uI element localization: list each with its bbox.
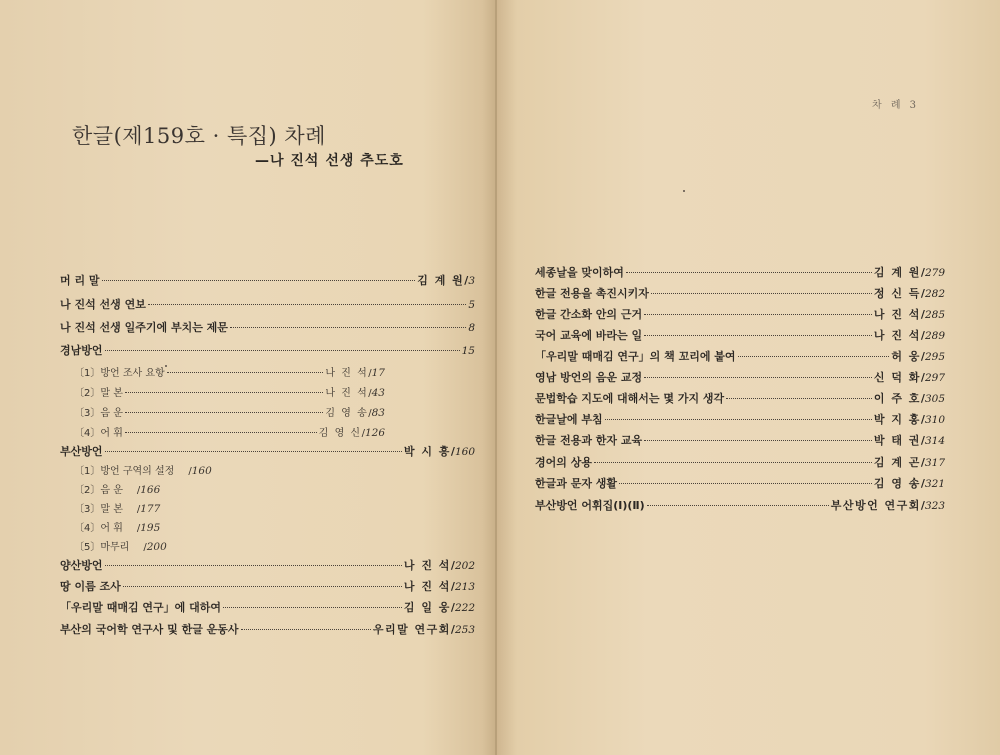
slash-separator: /	[450, 445, 455, 458]
toc-entry	[60, 444, 475, 460]
toc-entry	[60, 600, 475, 616]
dot-leader	[102, 280, 416, 281]
dot-leader	[738, 356, 890, 357]
toc-entry	[74, 365, 385, 381]
dot-leader	[148, 304, 466, 305]
toc-entry-title: 영남 방언의 음운 교정	[535, 371, 643, 384]
toc-entry-page: 323	[924, 500, 945, 512]
toc-entry-author: 김 계 곤	[873, 456, 921, 469]
toc-entry-author: 김 영 송	[325, 408, 369, 419]
toc-entry-author: 신 덕 화	[873, 371, 921, 384]
toc-entry	[535, 455, 945, 471]
toc-entry-title: 나 진석 선생 일주기에 부치는 제문	[60, 321, 228, 334]
dot-leader	[167, 372, 324, 373]
left-page	[0, 0, 497, 755]
toc-entry-title: 경어의 상용	[535, 456, 592, 469]
toc-entry	[60, 343, 475, 359]
toc-entry-title: 〔1〕방언 구역의 설정	[74, 466, 175, 477]
toc-entry-page: 285	[924, 309, 945, 321]
slash-separator: /	[368, 408, 372, 419]
dot-leader	[605, 419, 872, 420]
toc-entry-title: 부산방언	[60, 445, 103, 458]
toc-entry-title: 국어 교육에 바라는 일	[535, 329, 643, 342]
toc-entry-author: 나 진 석	[325, 368, 369, 379]
toc-entry	[74, 425, 385, 441]
dot-leader	[619, 483, 872, 484]
toc-entry-page: 195	[140, 522, 161, 534]
toc-entry	[60, 320, 475, 336]
toc-entry-author: 나 진 석	[873, 308, 921, 321]
toc-entry-title: 〔2〕음 운	[74, 485, 123, 496]
toc-entry-page: 160	[191, 465, 212, 477]
dot-leader	[230, 327, 466, 328]
dot-leader	[105, 565, 402, 566]
toc-entry-author: 박 지 홍	[873, 413, 921, 426]
toc-entry-page: 314	[924, 435, 945, 447]
page-subtitle: —나 진석 선생 추도호	[255, 153, 404, 169]
toc-entry-author: 김 일 웅	[403, 601, 451, 614]
dot-leader	[647, 505, 829, 506]
toc-entry	[74, 482, 475, 498]
toc-entry-page: 83	[371, 407, 385, 419]
toc-entry-page: 253	[454, 624, 475, 636]
toc-entry	[535, 412, 945, 428]
toc-entry-title: 경남방언	[60, 344, 103, 357]
slash-separator: /	[450, 601, 455, 614]
slash-separator: /	[920, 350, 925, 363]
toc-entry-title: 한글 전용과 한자 교육	[535, 434, 643, 447]
toc-entry-page: 15	[461, 345, 475, 357]
slash-separator: /	[361, 428, 365, 439]
toc-entry-author: 우리말 연구회	[372, 623, 451, 636]
toc-entry	[535, 498, 945, 514]
dot-leader	[626, 272, 872, 273]
paper-speck	[165, 365, 167, 367]
slash-separator: /	[920, 371, 925, 384]
slash-separator: /	[920, 308, 925, 321]
toc-entry	[535, 286, 945, 302]
toc-entry-page: 177	[140, 503, 161, 515]
toc-entry-author: 부산방언 연구회	[830, 499, 921, 512]
toc-entry-author: 정 신 득	[873, 287, 921, 300]
toc-entry-page: 310	[924, 414, 945, 426]
paper-speck	[683, 190, 685, 192]
slash-separator: /	[920, 392, 925, 405]
toc-entry-page: 321	[924, 478, 945, 490]
dot-leader	[241, 629, 371, 630]
toc-entry	[535, 265, 945, 281]
toc-entry-page: 8	[468, 322, 475, 334]
slash-separator: /	[368, 368, 372, 379]
page-title: 한글(제159호 · 특집) 차례	[72, 124, 326, 148]
slash-separator: /	[450, 623, 455, 636]
slash-separator: /	[464, 274, 469, 287]
toc-entry	[74, 520, 475, 536]
toc-entry-page: 166	[140, 484, 161, 496]
toc-entry-page: 126	[364, 427, 385, 439]
toc-entry	[74, 405, 385, 421]
toc-entry	[535, 307, 945, 323]
toc-entry	[60, 579, 475, 595]
toc-entry-author: 김 영 송	[873, 477, 921, 490]
toc-entry	[60, 273, 475, 289]
dot-leader	[125, 432, 317, 433]
toc-entry-page: 213	[454, 581, 475, 593]
dot-leader	[125, 392, 324, 393]
toc-entry-title: 세종날을 맞이하여	[535, 266, 624, 279]
running-header: 차 례 3	[872, 100, 920, 111]
slash-separator: /	[136, 504, 141, 515]
slash-separator: /	[450, 580, 455, 593]
toc-entry-title: 「우리말 때매김 연구」에 대하여	[60, 601, 221, 614]
toc-entry-author: 박 태 권	[873, 434, 921, 447]
toc-entry-title: 〔1〕방언 조사 요항	[74, 368, 165, 379]
slash-separator: /	[920, 413, 925, 426]
dot-leader	[644, 377, 872, 378]
toc-entry-title: 문법학습 지도에 대해서는 몇 가지 생각	[535, 392, 725, 405]
toc-entry	[60, 622, 475, 638]
slash-separator: /	[920, 499, 925, 512]
dot-leader	[594, 462, 872, 463]
toc-entry	[535, 391, 945, 407]
toc-entry-title: 한글날에 부침	[535, 413, 603, 426]
dot-leader	[644, 440, 872, 441]
dot-leader	[726, 398, 872, 399]
toc-entry-author: 이 주 호	[873, 392, 921, 405]
dot-leader	[105, 350, 460, 351]
slash-separator: /	[920, 266, 925, 279]
toc-entry-author: 김 영 신	[318, 428, 362, 439]
toc-entry	[74, 463, 475, 479]
toc-entry-title: 〔3〕음 운	[74, 408, 123, 419]
slash-separator: /	[920, 329, 925, 342]
toc-entry	[60, 558, 475, 574]
toc-entry-title: 한글과 문자 생활	[535, 477, 618, 490]
toc-entry-title: 〔4〕어 휘	[74, 523, 123, 534]
toc-entry-title: 〔2〕말 본	[74, 388, 123, 399]
toc-entry-title: 나 진석 선생 연보	[60, 298, 146, 311]
toc-entry-title: 머 리 말	[60, 274, 100, 287]
toc-entry-page: 222	[454, 602, 475, 614]
slash-separator: /	[920, 456, 925, 469]
toc-entry-title: 부산방언 어휘집(Ⅰ)(Ⅱ)	[535, 499, 645, 512]
toc-entry-page: 295	[924, 351, 945, 363]
toc-entry-page: 17	[371, 367, 385, 379]
toc-entry-title: 「우리말 때매김 연구」의 책 꼬리에 붙여	[535, 350, 736, 363]
toc-entry	[74, 501, 475, 517]
toc-entry-page: 43	[371, 387, 385, 399]
toc-entry	[535, 433, 945, 449]
toc-entry	[74, 539, 475, 555]
dot-leader	[223, 607, 402, 608]
slash-separator: /	[136, 485, 141, 496]
dot-leader	[651, 293, 872, 294]
toc-entry-title: 〔3〕말 본	[74, 504, 123, 515]
toc-entry-page: 200	[146, 541, 167, 553]
dot-leader	[125, 412, 324, 413]
toc-entry-title: 〔5〕마무리	[74, 542, 130, 553]
dot-leader	[644, 314, 872, 315]
slash-separator: /	[920, 287, 925, 300]
dot-leader	[123, 586, 402, 587]
slash-separator: /	[368, 388, 372, 399]
toc-entry-author: 나 진 석	[325, 388, 369, 399]
toc-entry-author: 허 웅	[891, 350, 921, 363]
slash-separator: /	[188, 466, 192, 477]
slash-separator: /	[450, 559, 455, 572]
dot-leader	[105, 451, 402, 452]
toc-entry-page: 317	[924, 457, 945, 469]
toc-entry	[535, 370, 945, 386]
slash-separator: /	[136, 523, 141, 534]
toc-entry-title: 땅 이름 조사	[60, 580, 121, 593]
slash-separator: /	[920, 434, 925, 447]
toc-entry	[535, 476, 945, 492]
toc-entry-title: 한글 간소화 안의 근거	[535, 308, 643, 321]
toc-entry-page: 282	[924, 288, 945, 300]
toc-entry-page: 305	[924, 393, 945, 405]
toc-entry-title: 〔4〕어 휘	[74, 428, 123, 439]
toc-entry	[74, 385, 385, 401]
toc-entry-page: 202	[454, 560, 475, 572]
slash-separator: /	[920, 477, 925, 490]
toc-entry-title: 한글 전용을 촉진시키자	[535, 287, 649, 300]
toc-entry-author: 김 계 원	[417, 274, 465, 287]
dot-leader	[644, 335, 872, 336]
toc-entry-page: 160	[454, 446, 475, 458]
toc-entry-page: 289	[924, 330, 945, 342]
toc-entry-title: 양산방언	[60, 559, 103, 572]
toc-entry	[535, 328, 945, 344]
toc-entry-author: 김 계 원	[873, 266, 921, 279]
toc-entry-page: 5	[468, 299, 475, 311]
toc-entry	[60, 297, 475, 313]
toc-entry-author: 박 시 흥	[403, 445, 451, 458]
toc-entry-author: 나 진 석	[403, 580, 451, 593]
toc-entry	[535, 349, 945, 365]
toc-entry-page: 3	[468, 275, 475, 287]
toc-entry-title: 부산의 국어학 연구사 및 한글 운동사	[60, 623, 239, 636]
right-page	[497, 0, 1000, 755]
toc-entry-author: 나 진 석	[403, 559, 451, 572]
toc-entry-author: 나 진 석	[873, 329, 921, 342]
toc-entry-page: 279	[924, 267, 945, 279]
toc-entry-page: 297	[924, 372, 945, 384]
slash-separator: /	[143, 542, 147, 553]
